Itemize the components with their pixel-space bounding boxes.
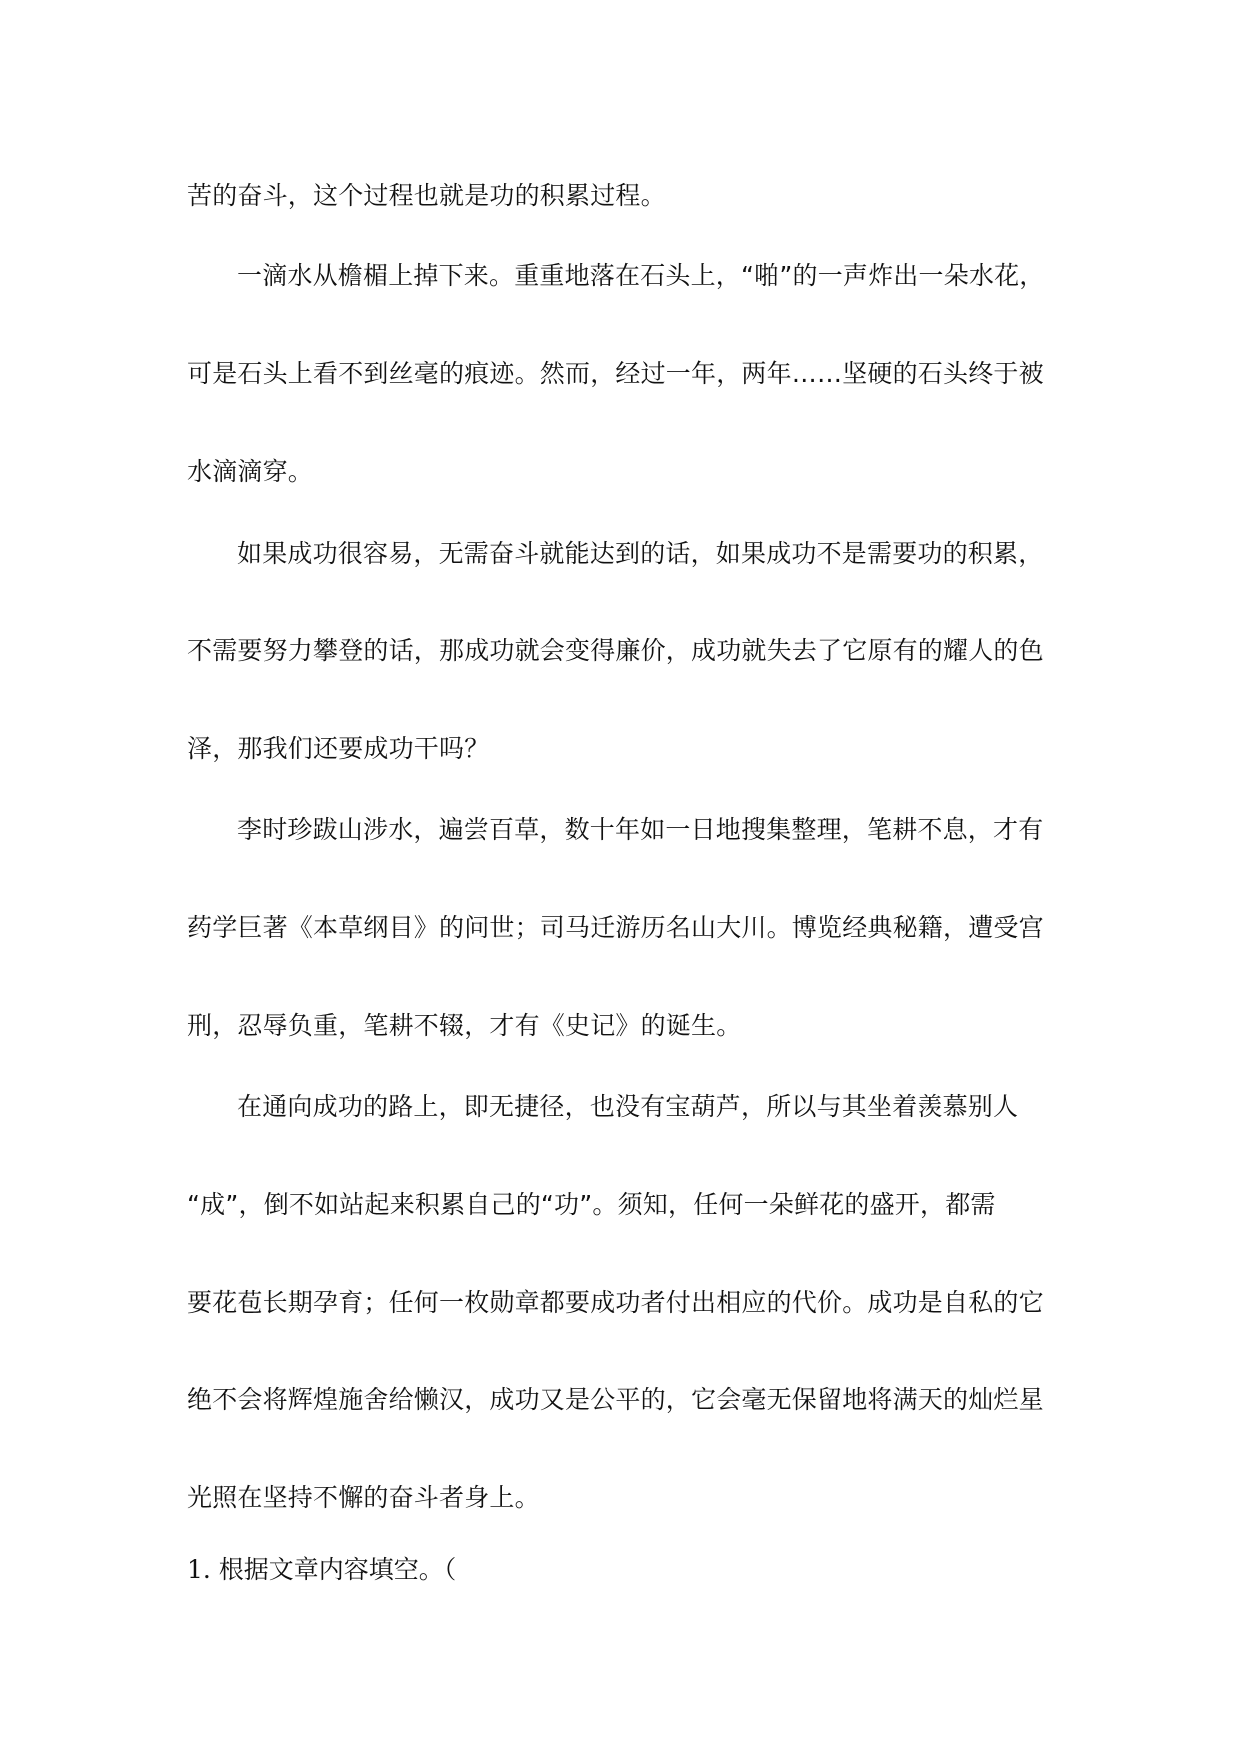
paragraph-1-line-1: 苦的奋斗，这个过程也就是功的积累过程。 (187, 181, 666, 210)
paragraph-5-line-4: 绝不会将辉煌施舍给懒汉，成功又是公平的，它会毫无保留地将满天的灿烂星 (187, 1385, 1044, 1414)
paragraph-5-line-3: 要花苞长期孕育；任何一枚勋章都要成功者付出相应的代价。成功是自私的它 (187, 1288, 1044, 1317)
paragraph-3-line-2: 不需要努力攀登的话，那成功就会变得廉价，成功就失去了它原有的耀人的色 (187, 636, 1044, 665)
paragraph-4-line-2: 药学巨著《本草纲目》的问世；司马迁游历名山大川。博览经典秘籍，遭受宫 (187, 913, 1044, 942)
paragraph-3-line-3: 泽，那我们还要成功干吗？ (187, 734, 490, 763)
paragraph-5-line-2: “成”，倒不如站起来积累自己的“功”。须知，任何一朵鲜花的盛开，都需 (187, 1190, 996, 1219)
paragraph-5-line-1: 在通向成功的路上，即无捷径，也没有宝葫芦，所以与其坐着羡慕别人 (237, 1092, 1019, 1121)
paragraph-2-line-2: 可是石头上看不到丝毫的痕迹。然而，经过一年，两年……坚硬的石头终于被 (187, 359, 1044, 388)
paragraph-3-line-1: 如果成功很容易，无需奋斗就能达到的话，如果成功不是需要功的积累， (237, 539, 1044, 568)
question-1: 1. 根据文章内容填空。（ (187, 1555, 457, 1584)
paragraph-2-line-3: 水滴滴穿。 (187, 457, 314, 486)
paragraph-5-line-5: 光照在坚持不懈的奋斗者身上。 (187, 1483, 540, 1512)
paragraph-4-line-1: 李时珍跋山涉水，遍尝百草，数十年如一日地搜集整理，笔耕不息，才有 (237, 815, 1044, 844)
paragraph-4-line-3: 刑，忍辱负重，笔耕不辍，才有《史记》的诞生。 (187, 1011, 742, 1040)
paragraph-2-line-1: 一滴水从檐楣上掉下来。重重地落在石头上，“啪”的一声炸出一朵水花， (237, 261, 1045, 290)
